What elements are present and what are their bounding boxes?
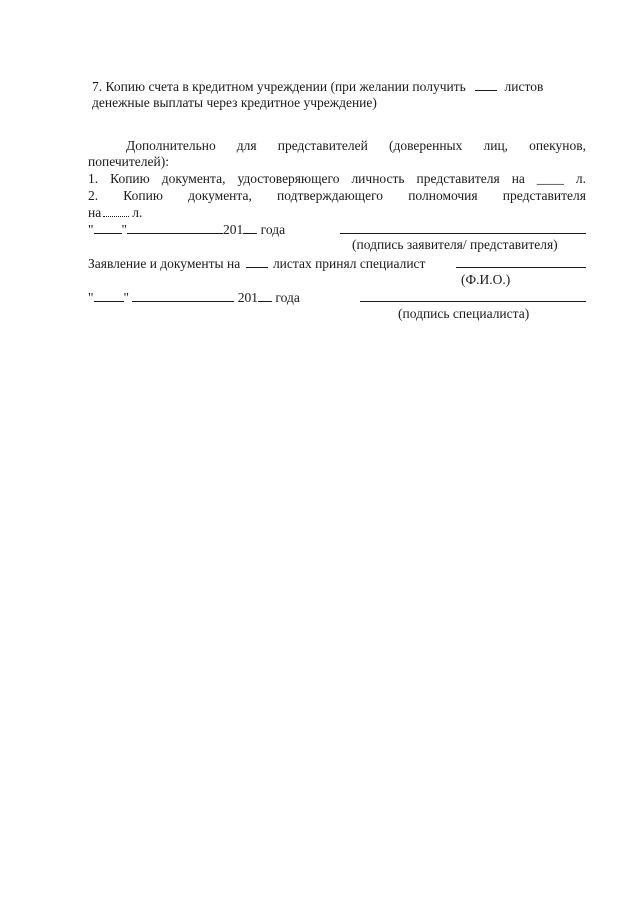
- heading-word: опекунов,: [529, 138, 586, 153]
- year-word: года: [275, 290, 300, 305]
- day-blank: [94, 289, 124, 302]
- acceptance-line: [88, 255, 425, 272]
- quote-open: ": [88, 222, 94, 237]
- item7-sheets-word: листов: [504, 79, 544, 94]
- year-suffix-blank: [258, 289, 272, 302]
- specialist-date-line: [88, 289, 300, 306]
- item2-word: 2.: [88, 188, 99, 203]
- acceptance-text-start: Заявление и документы на: [88, 256, 241, 271]
- year-word: года: [260, 222, 286, 237]
- quote-close: ": [121, 222, 128, 237]
- specialist-name-caption: (Ф.И.О.): [461, 272, 511, 287]
- year-prefix: 201: [237, 290, 259, 305]
- rep-item2: [88, 188, 586, 204]
- item1-sheets-blank: ____: [536, 171, 564, 186]
- item2-word: представителя: [502, 188, 586, 203]
- item2-word: Копию: [123, 188, 163, 203]
- applicant-signature-caption: (подпись заявителя/ представителя): [352, 237, 558, 252]
- item7-text: 7. Копию счета в кредитном учреждении (при желании получить: [92, 79, 466, 94]
- month-blank: [132, 289, 234, 302]
- item2-word: подтверждающего: [277, 188, 384, 203]
- heading-word: представителей: [277, 138, 368, 153]
- quote-close: ": [123, 290, 130, 305]
- item1-word: Копию: [110, 171, 150, 186]
- item1-word: документа,: [161, 171, 226, 186]
- item2-sheets-word: л.: [132, 205, 143, 220]
- item1-word: личность: [351, 171, 405, 186]
- item2-word: документа,: [188, 188, 252, 203]
- applicant-signature-line: [340, 233, 586, 234]
- item7-line2: денежные выплаты через кредитное учреждение): [92, 95, 377, 110]
- quote-open: ": [88, 290, 94, 305]
- item1-word: представителя: [416, 171, 500, 186]
- year-prefix: 201: [223, 222, 244, 237]
- month-blank: [127, 221, 223, 234]
- sheets-count-blank: [475, 78, 497, 91]
- heading-word: (доверенных: [388, 138, 463, 153]
- specialist-signature-caption: (подпись специалиста): [398, 306, 530, 321]
- item2-sheets-blank: [103, 204, 129, 217]
- rep-item1: [88, 171, 586, 187]
- item7-line1: [92, 78, 543, 95]
- item2-na: на: [88, 205, 102, 220]
- heading-word: для: [236, 138, 257, 153]
- item1-word: л.: [575, 171, 586, 186]
- applicant-date-line: [88, 221, 285, 238]
- year-suffix-blank: [243, 221, 257, 234]
- item2-word: полномочия: [408, 188, 478, 203]
- heading-word: Дополнительно: [126, 138, 216, 153]
- item1-word: 1.: [88, 171, 99, 186]
- specialist-signature-line: [360, 301, 586, 302]
- acceptance-text-middle: листах принял специалист: [272, 256, 426, 271]
- representatives-heading: [126, 138, 586, 154]
- representatives-heading-line2: попечителей):: [88, 154, 169, 169]
- specialist-name-line: [456, 267, 586, 268]
- rep-item2-line2: [88, 204, 142, 221]
- item1-word: удостоверяющего: [237, 171, 340, 186]
- day-blank: [94, 221, 122, 234]
- item1-word: на: [511, 171, 525, 186]
- heading-word: лиц,: [483, 138, 509, 153]
- acceptance-sheets-blank: [246, 255, 268, 268]
